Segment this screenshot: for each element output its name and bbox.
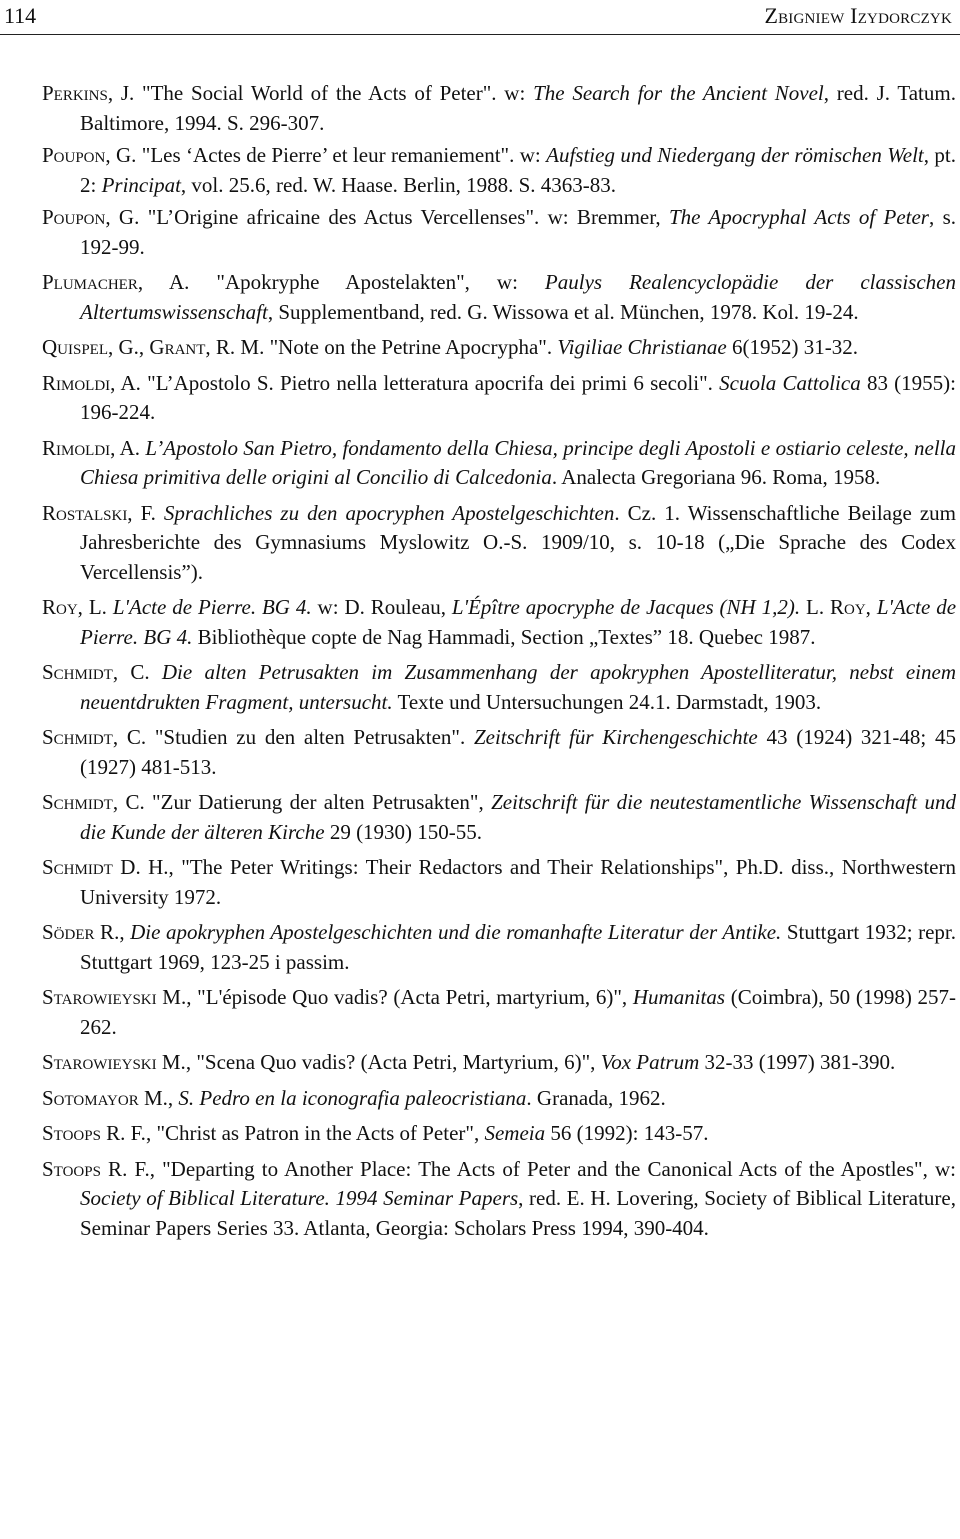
bibliography-entry (42, 658, 956, 717)
entry-author: Söder R. (42, 920, 120, 944)
entry-text: "Les ‘Actes de Pierre’ et leur remaniement". w: (136, 143, 547, 167)
entry-text: , vol. 25.6, red. W. Haase. Berlin, 1988. S. 4363-83. (180, 172, 617, 197)
bibliography-entry (42, 499, 956, 588)
entry-author: Schmidt, C. (42, 790, 145, 814)
entry-title: L’Apostolo San Pietro, fondamento della Chiesa, principe degli Apostoli e ostiario celeste, nella Chiesa primitiva delle origini al Concilio di Calcedonia (80, 435, 957, 489)
running-head-author: Zbigniew Izydorczyk (764, 3, 952, 28)
bibliography-entry (42, 1048, 956, 1078)
entry-title: Zeitschrift für die neutestamentliche Wissenschaft und die Kunde der älteren Kirche (80, 790, 956, 844)
entry-text: , (167, 1085, 179, 1110)
entry-text: , (119, 920, 131, 944)
entry-title: Paulys Realencyclopädie der classischen Altertumswissenschaft (80, 270, 956, 324)
entry-text: , "Departing to Another Place: The Acts of Peter and the Canonical Acts of the Apostles", w: (149, 1156, 956, 1181)
entry-author: Perkins, J. (42, 81, 135, 105)
entry-author: Starowieyski M. (42, 1050, 186, 1074)
entry-text: 6(1952) 31-32. (726, 335, 858, 359)
entry-text: L. (800, 595, 830, 619)
entry-text: , s. 192-99. (80, 205, 957, 259)
bibliography-entry (42, 918, 956, 977)
entry-text: 32-33 (1997) 381-390. (699, 1050, 896, 1074)
entry-title: Zeitschrift für Kirchengeschichte (473, 725, 758, 749)
bibliography-entry (42, 268, 956, 327)
entry-title: Aufstieg und Niedergang der römischen Welt (546, 143, 924, 167)
entry-text: "L’Apostolo S. Pietro nella letteratura apocrifa dei primi 6 secoli". (140, 370, 720, 395)
entry-author: Rimoldi, A. (42, 435, 141, 460)
entry-text: , (865, 595, 877, 619)
bibliography-entry (42, 333, 956, 363)
entry-text: . Analecta Gregoriana 96. Roma, 1958. (551, 465, 881, 489)
entry-text: "Apokryphe Apostelakten", w: (189, 270, 545, 294)
entry-text: w: D. Rouleau, (311, 595, 452, 619)
entry-text (150, 660, 162, 684)
page-number: 114 (4, 3, 37, 28)
bibliography-entry (42, 983, 956, 1042)
entry-author: Stoops R. F. (42, 1121, 146, 1145)
entry-title: Vigiliae Christianae (557, 335, 727, 359)
entry-text: , Supplementband, red. G. Wissowa et al. München, 1978. Kol. 19-24. (267, 299, 859, 324)
entry-text: "L’Origine africaine des Actus Vercellenses". w: Bremmer, (139, 205, 669, 229)
entry-title: Scuola Cattolica (719, 370, 861, 395)
entry-author: Plumacher, A. (42, 270, 190, 294)
entry-author: Poupon, G. (42, 143, 137, 167)
entry-author: Sotomayor M. (42, 1085, 168, 1110)
entry-title: The Apocryphal Acts of Peter (668, 205, 929, 229)
entry-title: Humanitas (632, 985, 726, 1009)
bibliography-entry (42, 1084, 956, 1114)
entry-author: Quispel, G., Grant, R. M. (42, 335, 265, 359)
entry-author: Schmidt, C. (42, 660, 150, 684)
entry-text: "Studien zu den alten Petrusakten". (146, 725, 474, 749)
entry-title: Semeia (484, 1121, 546, 1145)
entry-title: Sprachliches zu den apocryphen Apostelgeschichten (163, 500, 615, 525)
bibliography-list (42, 79, 956, 1243)
entry-text: (Coimbra), 50 (1998) 257-262. (80, 985, 956, 1039)
entry-title: Principat (101, 172, 181, 197)
entry-author: Stoops R. F. (42, 1156, 150, 1181)
entry-text: , pt. 2: (80, 143, 956, 197)
entry-title: Vox Patrum (600, 1050, 700, 1074)
entry-title: S. Pedro en la iconografia paleocristiana (178, 1085, 527, 1110)
bibliography-entry (42, 788, 956, 847)
entry-text: Bibliothèque copte de Nag Hammadi, Section „Textes” 18. Quebec 1987. (192, 624, 816, 649)
entry-text: 29 (1930) 150-55. (324, 819, 483, 844)
entry-text: "Zur Datierung der alten Petrusakten", (144, 790, 492, 814)
entry-author: Rimoldi, A. (42, 370, 141, 395)
entry-text: , "The Peter Writings: Their Redactors and Their Relationships", Ph.D. diss., Northwestern University 1972. (80, 855, 956, 909)
entry-author: Rostalski, F. (42, 500, 156, 525)
bibliography-entry (42, 141, 956, 200)
entry-title: The Search for the Ancient Novel (533, 81, 824, 105)
bibliography-entry (42, 369, 956, 428)
entry-text: Stuttgart 1932; repr. Stuttgart 1969, 123-25 i passim. (80, 920, 956, 974)
entry-author: Roy, L. (42, 595, 107, 619)
entry-text (156, 501, 164, 525)
entry-text: 83 (1955): 196-224. (80, 370, 956, 424)
bibliography-entry (42, 1119, 956, 1149)
entry-author: Starowieyski M. (42, 985, 187, 1009)
bibliography-entry (42, 79, 956, 138)
entry-text: , "L'épisode Quo vadis? (Acta Petri, martyrium, 6)", (186, 985, 633, 1009)
bibliography-entry (42, 434, 956, 493)
entry-text: . Granada, 1962. (526, 1085, 666, 1110)
entry-text: . Cz. 1. Wissenschaftliche Beilage zum Jahresberichte des Gymnasiums Myslowitz O.-S. 1909/10, s. 10-18 („Die Sprache des Codex Vercellensis”). (80, 500, 956, 584)
entry-text: 56 (1992): 143-57. (545, 1121, 709, 1145)
entry-author: Schmidt, C. (42, 725, 147, 749)
entry-text: , red. J. Tatum. Baltimore, 1994. S. 296-307. (80, 81, 956, 135)
entry-title: Die alten Petrusakten im Zusammenhang der apokryphen Apostelliteratur, nebst einem neuentdrukten Fragment, untersucht. (80, 660, 956, 714)
running-header (0, 0, 960, 35)
entry-text: "Note on the Petrine Apocrypha". (264, 335, 558, 359)
bibliography-entry (42, 1155, 956, 1244)
entry-title: L'Épître apocryphe de Jacques (NH 1,2). (451, 595, 801, 619)
entry-text: , red. E. H. Lovering, Society of Biblical Literature, Seminar Papers Series 33. Atlanta, Georgia: Scholars Press 1994, 390-404. (80, 1186, 956, 1240)
bibliography-entry (42, 723, 956, 782)
entry-title: L'Acte de Pierre. BG 4. (80, 595, 957, 649)
entry-title: L'Acte de Pierre. BG 4. (112, 595, 312, 619)
entry-author: Roy (830, 595, 866, 619)
entry-text: , "Scena Quo vadis? (Acta Petri, Martyrium, 6)", (185, 1050, 601, 1074)
entry-text: "The Social World of the Acts of Peter". w: (134, 81, 534, 105)
entry-author: Poupon, G. (42, 205, 140, 229)
entry-title: Die apokryphen Apostelgeschichten und die romanhafte Literatur der Antike. (130, 920, 782, 944)
bibliography-entry (42, 203, 956, 262)
entry-text: Texte und Untersuchungen 24.1. Darmstadt, 1903. (392, 689, 822, 714)
bibliography-entry (42, 853, 956, 912)
entry-text: 43 (1924) 321-48; 45 (1927) 481-513. (80, 725, 956, 779)
entry-text: , "Christ as Patron in the Acts of Peter", (145, 1121, 485, 1145)
entry-author: Schmidt D. H. (42, 855, 169, 879)
entry-title: Society of Biblical Literature. 1994 Seminar Papers (80, 1186, 519, 1210)
bibliography-entry (42, 593, 956, 652)
